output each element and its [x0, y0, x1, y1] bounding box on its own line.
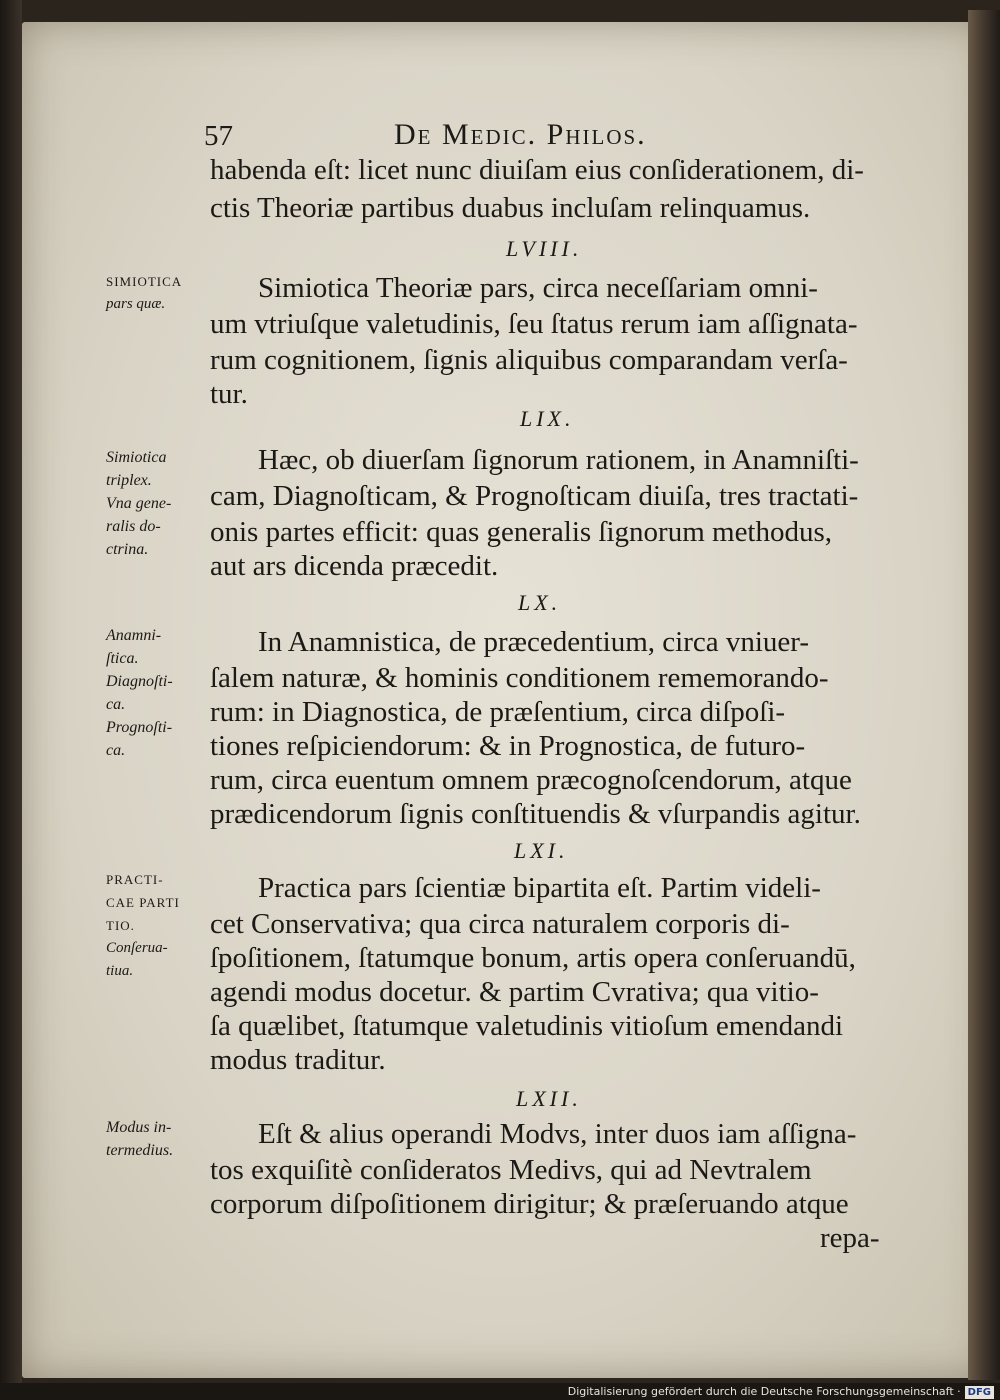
- text-line: ctis Theoriæ partibus duabus incluſam relinquamus.: [210, 192, 811, 224]
- text-line: tiones reſpiciendorum: & in Prognostica, de futuro-: [210, 730, 806, 762]
- margin-note: Simiotica triplex. Vna gene- ralis do- ctrina.: [106, 449, 172, 558]
- text-line: modus traditur.: [210, 1044, 386, 1076]
- margin-note: PRACTI- CAE PARTI TIO. Conſerua- tiua.: [106, 872, 180, 979]
- section-number: LXI.: [514, 838, 569, 863]
- dfg-logo: DFG: [965, 1386, 994, 1399]
- text-line: cam, Diagnoſticam, & Prognoſticam diuiſa, tres tractati-: [210, 480, 859, 512]
- margin-note: SIMIOTICA pars quæ.: [106, 274, 183, 312]
- text-line: In Anamnistica, de præcedentium, circa vniuer-: [258, 626, 810, 658]
- page-header: [22, 118, 988, 158]
- text-line: ſalem naturæ, & hominis conditionem rememorando-: [210, 662, 829, 694]
- text-line: cet Conservativa; qua circa naturalem corporis di-: [210, 908, 790, 940]
- margin-note: Modus in- termedius.: [106, 1119, 174, 1159]
- book-page: [22, 22, 988, 1378]
- text-line: rum cognitionem, ſignis aliquibus comparandam verſa-: [210, 344, 848, 376]
- section-number: LIX.: [520, 406, 575, 431]
- text-line: tur.: [210, 378, 248, 410]
- text-line: tos exquiſitè conſideratos Medivs, qui ad Nevtralem: [210, 1154, 812, 1186]
- section-number: LVIII.: [506, 236, 583, 261]
- text-line: ſpoſitionem, ſtatumque bonum, artis opera conſeruandū,: [210, 942, 856, 974]
- margin-note: Anamni- ſtica. Diagnoſti- ca. Prognoſti- ca.: [106, 627, 173, 759]
- text-line: agendi modus docetur. & partim Cvrativa; qua vitio-: [210, 976, 819, 1008]
- section-number: LX.: [518, 590, 562, 615]
- text-line: onis partes efficit: quas generalis ſignorum methodus,: [210, 516, 833, 548]
- text-line: rum, circa euentum omnem præcognoſcendorum, atque: [210, 764, 852, 796]
- text-line: aut ars dicenda præcedit.: [210, 550, 499, 582]
- text-line: prædicendorum ſignis conſtituendis & vſurpandis agitur.: [210, 798, 861, 830]
- page-number: 57: [204, 120, 233, 152]
- text-line: corporum diſpoſitionem dirigitur; & præſeruando atque: [210, 1188, 849, 1220]
- text-line: Simiotica Theoriæ pars, circa neceſſariam omni-: [258, 272, 818, 304]
- book-spine: [968, 10, 1000, 1380]
- text-line: um vtriuſque valetudinis, ſeu ſtatus rerum iam aſſignata-: [210, 308, 858, 340]
- digitization-credit: [568, 1383, 994, 1400]
- catchword: repa-: [820, 1222, 880, 1254]
- section-number: LXII.: [516, 1086, 582, 1111]
- text-line: Practica pars ſcientiæ bipartita eſt. Partim videli-: [258, 872, 821, 904]
- text-line: ſa quælibet, ſtatumque valetudinis vitioſum emendandi: [210, 1010, 844, 1042]
- text-line: Eſt & alius operandi Modvs, inter duos iam aſſigna-: [258, 1118, 857, 1150]
- text-line: habenda eſt: licet nunc diuiſam eius conſiderationem, di-: [210, 154, 864, 186]
- running-title: De Medic. Philos.: [394, 118, 647, 151]
- text-line: Hæc, ob diuerſam ſignorum rationem, in Anamniſti-: [258, 444, 859, 476]
- text-line: rum: in Diagnostica, de præſentium, circa diſpoſi-: [210, 696, 786, 728]
- book-left-edge: [0, 0, 22, 1400]
- credit-text: Digitalisierung gefördert durch die Deutsche Forschungsgemeinschaft ·: [567, 1385, 961, 1398]
